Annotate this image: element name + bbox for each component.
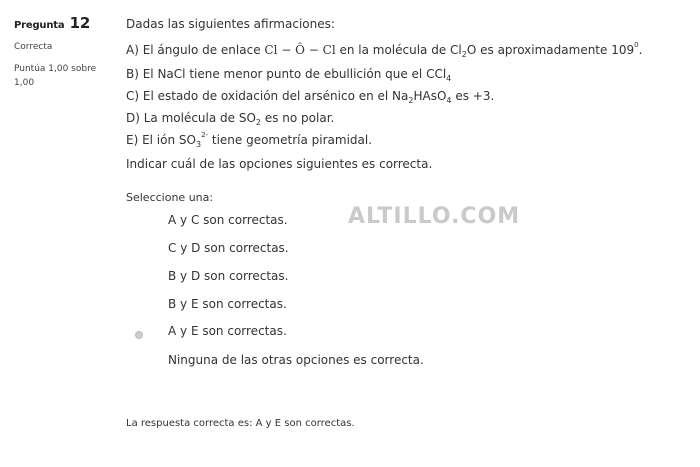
statement-b-text: B) El NaCl tiene menor punto de ebullición que el CCl [126, 67, 447, 81]
statement-a-sub: 2 [461, 50, 467, 59]
statement-a-angle-right: − Cl [304, 43, 336, 57]
statement-a-angle-left: Cl − [264, 43, 296, 57]
statement-c-text: C) El estado de oxidación del arsénico en el Na [126, 89, 409, 103]
statement-a-sup: 0 [634, 41, 639, 49]
question-closing: Indicar cuál de las opciones siguientes es correcta. [126, 157, 433, 171]
question-intro: Dadas las siguientes afirmaciones: [126, 17, 335, 31]
statement-d-sub: 2 [255, 118, 262, 127]
statement-d-end: es no polar. [261, 111, 335, 125]
statement-e-sup: 2- [201, 131, 209, 139]
statement-c [126, 88, 494, 104]
statement-a-end: . [638, 43, 643, 57]
select-prompt: Seleccione una: [126, 191, 214, 204]
option-6[interactable]: Ninguna de las otras opciones es correcta. [168, 353, 424, 367]
statement-e-sub: 3 [195, 140, 202, 149]
statement-b [126, 66, 451, 82]
question-label: Pregunta [14, 20, 65, 31]
option-5[interactable]: A y E son correctas. [168, 324, 287, 338]
statement-e-text: E) El ión SO [126, 133, 196, 147]
watermark: ALTILLO.COM [348, 204, 521, 229]
statement-c-end: es +3. [451, 89, 495, 103]
option-4[interactable]: B y E son correctas. [168, 297, 287, 311]
option-5-radio[interactable] [135, 331, 143, 339]
statement-c-mid: HAsO [413, 89, 447, 103]
question-grade: Puntúa 1,00 sobre 1,00 [14, 64, 97, 88]
correct-answer-feedback: La respuesta correcta es: A y E son correctas. [126, 418, 355, 429]
option-3[interactable]: B y D son correctas. [168, 269, 289, 283]
statement-d-text: D) La molécula de SO [126, 111, 256, 125]
question-number [14, 14, 114, 32]
statement-a-after-sub: O es aproximadamente 109 [466, 43, 635, 57]
statement-a-angle-center: Ô [295, 43, 305, 57]
option-1[interactable]: A y C son correctas. [168, 213, 288, 227]
statement-c-sub: 2 [408, 96, 414, 105]
question-info [14, 14, 114, 90]
statement-c-sub2: 4 [446, 96, 452, 105]
statement-a-mid: en la molécula de Cl [335, 43, 462, 57]
statement-b-sub: 4 [446, 74, 452, 83]
statement-a-prefix: A) El ángulo de enlace [126, 43, 265, 57]
statement-d [126, 110, 334, 126]
question-state: Correcta [14, 42, 53, 52]
statement-e-end: tiene geometría piramidal. [208, 133, 373, 147]
question-number-value: 12 [69, 14, 91, 32]
option-2[interactable]: C y D son correctas. [168, 241, 289, 255]
statement-e [126, 132, 372, 148]
statement-a [126, 42, 642, 58]
